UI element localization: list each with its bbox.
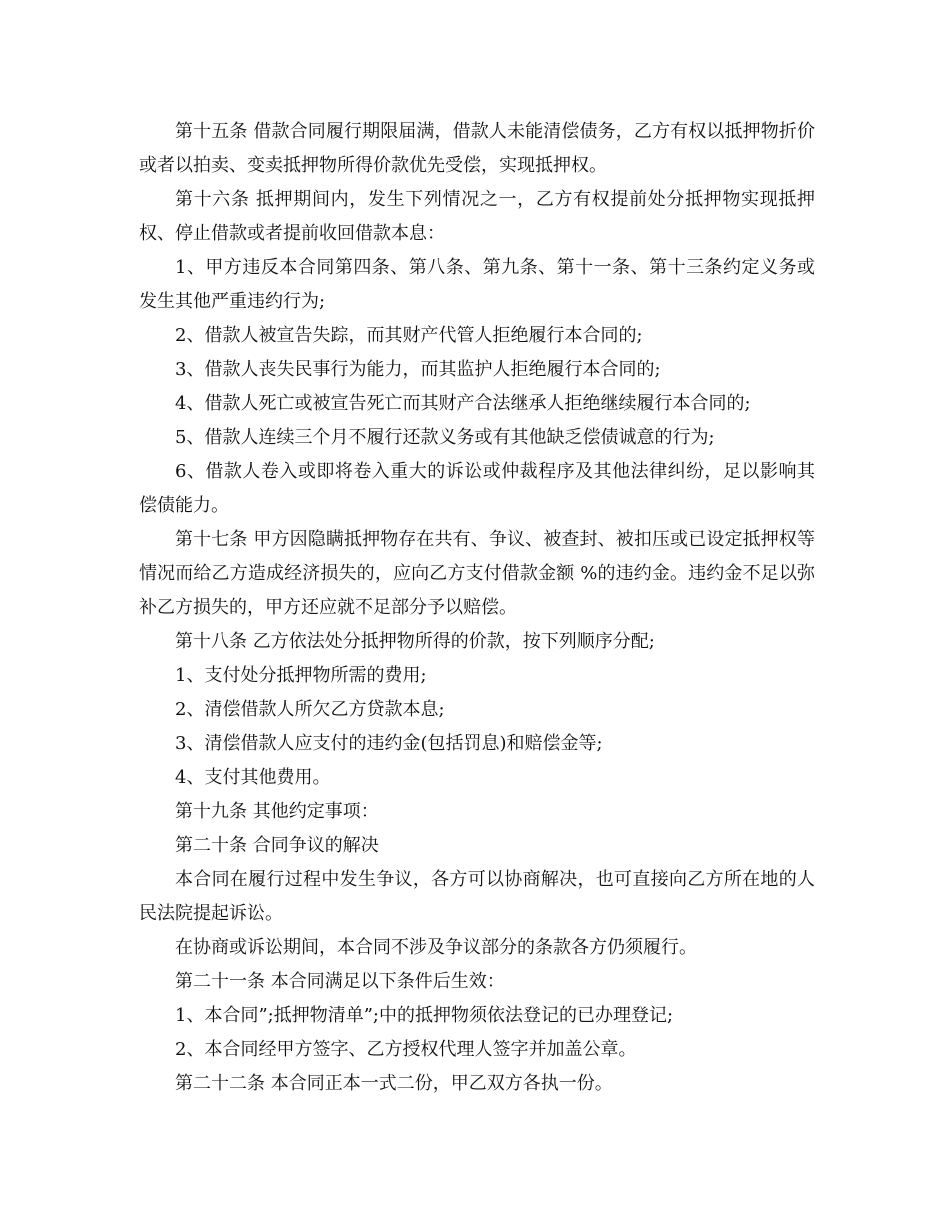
- clause-20-body: 本合同在履行过程中发生争议，各方可以协商解决，也可直接向乙方所在地的人民法院提起诉讼。: [139, 869, 815, 924]
- clause-22: 第二十二条 本合同正本一式二份，甲乙双方各执一份。: [175, 1073, 613, 1094]
- clause-20: 第二十条 合同争议的解决: [175, 835, 379, 856]
- clause-18: 第十八条 乙方依法处分抵押物所得的价款，按下列顺序分配;: [175, 631, 655, 652]
- clause-17: 第十七条 甲方因隐瞒抵押物存在共有、争议、被查封、被扣压或已设定抵押权等情况而给乙方造成经济损失的，应向乙方支付借款金额 %的违约金。违约金不足以弥补乙方损失的，甲方还应就不足部分予以赔偿。: [139, 529, 815, 618]
- clause-16-item-5: 5、借款人连续三个月不履行还款义务或有其他缺乏偿债诚意的行为;: [175, 427, 715, 448]
- document-body: [139, 115, 815, 1101]
- clause-20-note: 在协商或诉讼期间，本合同不涉及争议部分的条款各方仍须履行。: [175, 937, 697, 958]
- clause-18-item-2: 2、清偿借款人所欠乙方贷款本息;: [175, 699, 445, 720]
- clause-21-item-1: 1、本合同”;抵押物清单”;中的抵押物须依法登记的已办理登记;: [175, 1005, 674, 1026]
- clause-16-item-4: 4、借款人死亡或被宣告死亡而其财产合法继承人拒绝继续履行本合同的;: [175, 393, 751, 414]
- clause-16-item-3: 3、借款人丧失民事行为能力，而其监护人拒绝履行本合同的;: [175, 359, 661, 380]
- clause-19: 第十九条 其他约定事项：: [175, 801, 379, 822]
- clause-18-item-4: 4、支付其他费用。: [175, 767, 331, 788]
- clause-21-item-2: 2、本合同经甲方签字、乙方授权代理人签字并加盖公章。: [175, 1039, 637, 1060]
- clause-16-item-1: 1、甲方违反本合同第四条、第八条、第九条、第十一条、第十三条约定义务或发生其他严重违约行为;: [139, 257, 815, 312]
- clause-18-item-1: 1、支付处分抵押物所需的费用;: [175, 665, 427, 686]
- clause-16: 第十六条 抵押期间内，发生下列情况之一，乙方有权提前处分抵押物实现抵押权、停止借款或者提前收回借款本息：: [139, 189, 815, 244]
- clause-16-item-6: 6、借款人卷入或即将卷入重大的诉讼或仲裁程序及其他法律纠纷，足以影响其偿债能力。: [139, 461, 815, 516]
- clause-21: 第二十一条 本合同满足以下条件后生效：: [175, 971, 505, 992]
- clause-18-item-3: 3、清偿借款人应支付的违约金(包括罚息)和赔偿金等;: [175, 733, 603, 754]
- clause-15: 第十五条 借款合同履行期限届满，借款人未能清偿债务，乙方有权以抵押物折价或者以拍卖、变卖抵押物所得价款优先受偿，实现抵押权。: [139, 121, 815, 176]
- clause-16-item-2: 2、借款人被宣告失踪，而其财产代管人拒绝履行本合同的;: [175, 325, 643, 346]
